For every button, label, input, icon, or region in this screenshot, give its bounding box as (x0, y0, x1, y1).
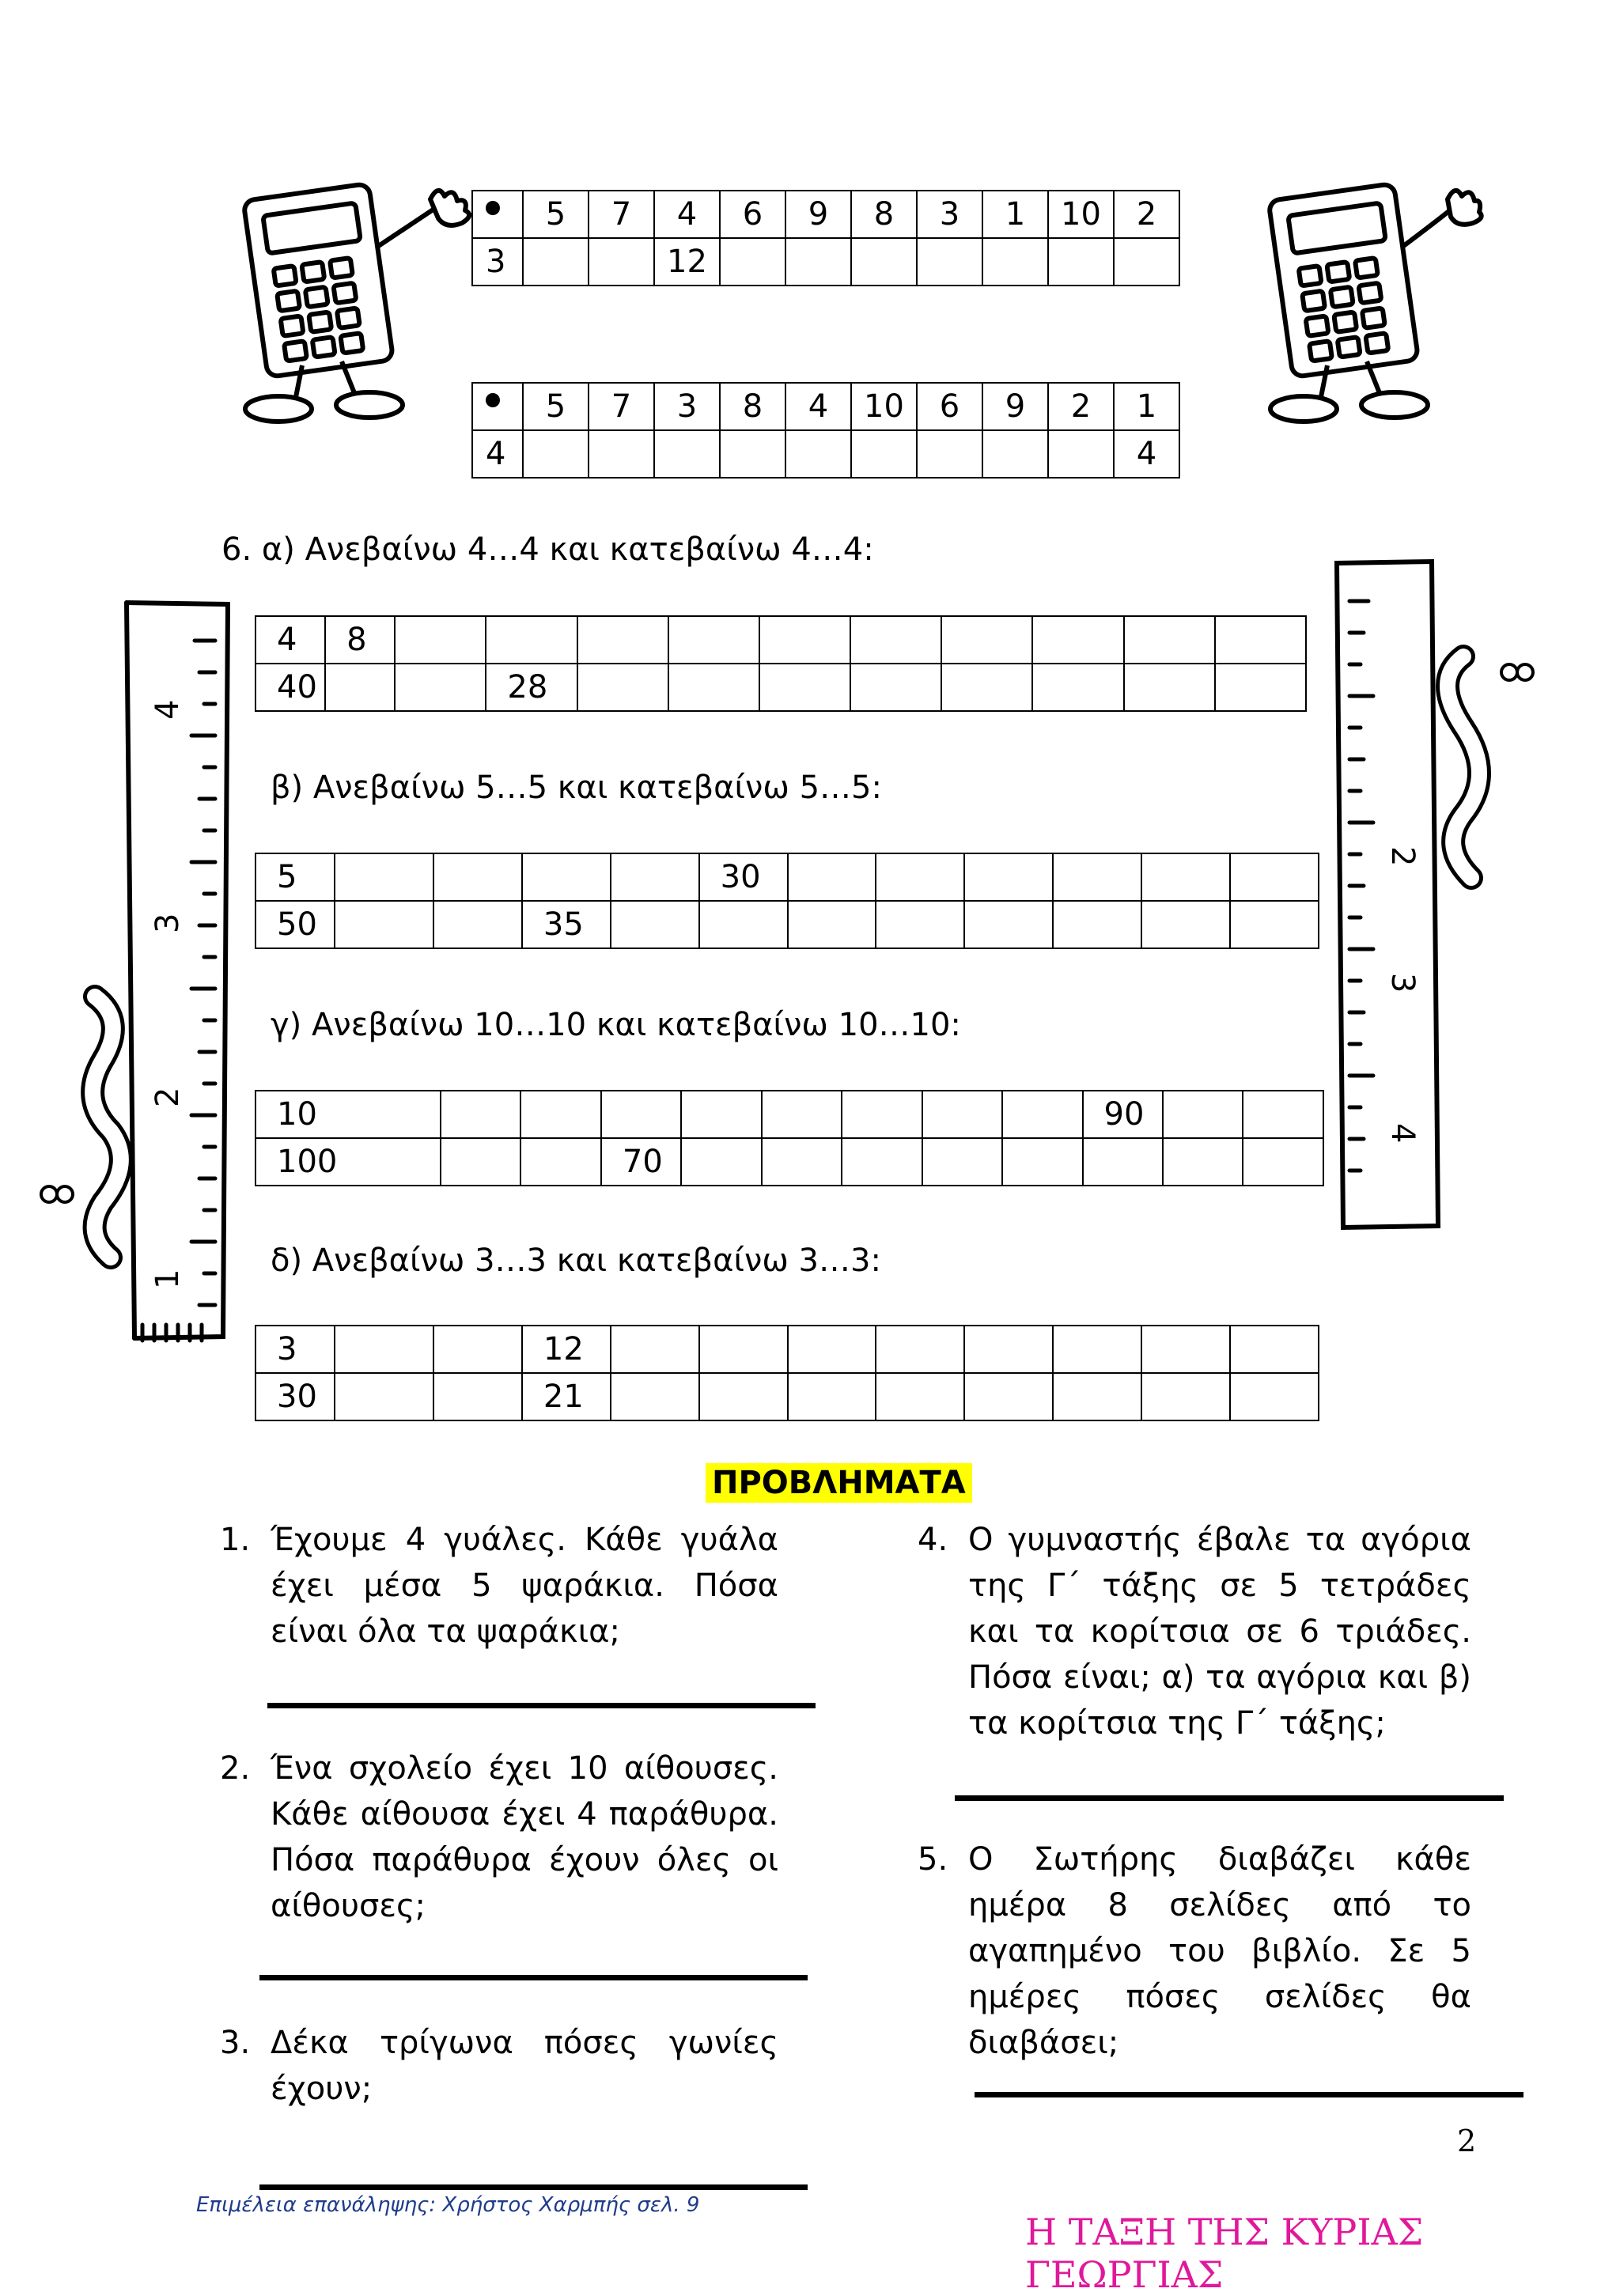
answer-cell[interactable] (842, 1091, 922, 1138)
table-cell: 7 (589, 191, 654, 238)
table-cell: 50 (255, 901, 335, 948)
sequence-table-4 (255, 615, 1307, 712)
answer-cell[interactable] (964, 1373, 1053, 1420)
exercise-6b-title: β) Ανεβαίνω 5…5 και κατεβαίνω 5…5: (271, 770, 882, 806)
answer-cell[interactable] (1215, 664, 1306, 711)
answer-cell[interactable] (325, 664, 395, 711)
table-header-row (472, 191, 1179, 238)
footer-class-name: Η ΤΑΞΗ ΤΗΣ ΚΥΡΙΑΣ ΓΕΩΡΓΙΑΣ (1025, 2211, 1424, 2296)
multiplication-table-4 (471, 382, 1180, 478)
calculator-character-icon (223, 176, 484, 429)
answer-cell[interactable] (1124, 664, 1215, 711)
problem-5 (918, 1836, 1471, 2066)
table-cell: 5 (255, 853, 335, 901)
table-row (472, 430, 1179, 478)
table-cell: 6 (917, 383, 982, 430)
exercise-6a-title: 6. α) Ανεβαίνω 4…4 και κατεβαίνω 4…4: (221, 531, 874, 568)
table-cell: 8 (720, 383, 785, 430)
svg-text:2: 2 (150, 1087, 186, 1107)
answer-cell[interactable] (433, 1373, 522, 1420)
answer-cell[interactable] (1083, 1138, 1163, 1186)
answer-cell[interactable] (589, 430, 654, 478)
problem-number: 3. (220, 2025, 251, 2061)
multiplication-table-3 (471, 190, 1180, 286)
answer-cell[interactable] (1002, 1091, 1082, 1138)
problem-number: 2. (220, 1750, 251, 1787)
answer-cell[interactable] (520, 1091, 600, 1138)
table-cell: 12 (522, 1326, 611, 1373)
answer-cell[interactable] (720, 430, 785, 478)
answer-cell[interactable] (433, 853, 522, 901)
answer-cell[interactable] (762, 1138, 842, 1186)
table-cell: 7 (589, 383, 654, 430)
answer-cell[interactable] (1141, 853, 1230, 901)
answer-cell[interactable] (1124, 616, 1215, 664)
table-cell: 5 (523, 383, 589, 430)
answer-line[interactable] (259, 2184, 808, 2190)
answer-cell[interactable] (876, 853, 964, 901)
problem-number: 4. (918, 1522, 948, 1558)
answer-line[interactable] (975, 2092, 1523, 2097)
answer-cell[interactable] (876, 901, 964, 948)
ruler-with-worm-icon (16, 585, 237, 1368)
answer-cell[interactable] (699, 901, 788, 948)
answer-cell[interactable] (699, 1373, 788, 1420)
table-row (255, 664, 1306, 711)
answer-cell[interactable] (1230, 1373, 1319, 1420)
table-row (255, 1138, 1323, 1186)
answer-cell[interactable] (759, 616, 850, 664)
problem-text: Ένα σχολείο έχει 10 αίθουσες. Κάθε αίθουσα έχει 4 παράθυρα. Πόσα παράθυρα έχουν όλες οι αίθουσες; (271, 1750, 778, 1924)
answer-cell[interactable] (964, 1326, 1053, 1373)
answer-cell[interactable] (668, 664, 759, 711)
table-cell: 3 (654, 383, 720, 430)
answer-cell[interactable] (785, 238, 851, 286)
table-cell: 28 (486, 664, 577, 711)
table-cell: 1 (1114, 383, 1179, 430)
answer-cell[interactable] (941, 616, 1032, 664)
table-cell: 4 (255, 616, 325, 664)
table-cell: 2 (1048, 383, 1114, 430)
table-cell: 6 (720, 191, 785, 238)
table-cell: 40 (255, 664, 325, 711)
answer-cell[interactable] (1002, 1138, 1082, 1186)
row-label: 4 (472, 430, 523, 478)
table-cell: 9 (982, 383, 1048, 430)
answer-cell[interactable] (523, 238, 589, 286)
table-cell: 3 (255, 1326, 335, 1373)
table-cell: 8 (851, 191, 917, 238)
answer-cell[interactable] (785, 430, 851, 478)
problem-2 (220, 1746, 778, 1929)
answer-cell[interactable] (982, 238, 1048, 286)
svg-text:1: 1 (150, 1269, 186, 1289)
problem-text: Δέκα τρίγωνα πόσες γωνίες έχουν; (271, 2025, 778, 2107)
answer-cell[interactable] (486, 616, 577, 664)
answer-cell[interactable] (788, 901, 876, 948)
answer-cell[interactable] (611, 1326, 699, 1373)
answer-cell[interactable] (589, 238, 654, 286)
calculator-character-icon (1224, 176, 1486, 429)
answer-cell[interactable] (522, 853, 611, 901)
table-row (472, 238, 1179, 286)
answer-cell[interactable] (577, 616, 668, 664)
table-cell: 4 (785, 383, 851, 430)
answer-cell[interactable] (1032, 664, 1123, 711)
answer-cell[interactable] (335, 853, 433, 901)
exercise-6d-title: δ) Ανεβαίνω 3…3 και κατεβαίνω 3…3: (271, 1243, 881, 1279)
table-cell: 9 (785, 191, 851, 238)
sequence-table-10 (255, 1090, 1324, 1186)
table-cell: 70 (601, 1138, 681, 1186)
table-cell: 30 (699, 853, 788, 901)
svg-text:2: 2 (1384, 846, 1421, 867)
svg-text:4: 4 (150, 699, 186, 720)
problem-number: 5. (918, 1841, 948, 1878)
dot-icon (486, 393, 500, 407)
answer-cell[interactable] (433, 901, 522, 948)
answer-cell[interactable] (699, 1326, 788, 1373)
dot-icon (486, 201, 500, 215)
answer-cell[interactable] (720, 238, 785, 286)
answer-cell[interactable] (1141, 1373, 1230, 1420)
ruler-with-worm-icon (1329, 554, 1558, 1265)
table-cell: 21 (522, 1373, 611, 1420)
answer-cell[interactable] (433, 1326, 522, 1373)
answer-cell[interactable] (1243, 1138, 1323, 1186)
problem-4 (918, 1517, 1471, 1746)
answer-cell[interactable] (759, 664, 850, 711)
answer-cell[interactable] (917, 238, 982, 286)
table-cell: 5 (523, 191, 589, 238)
table-cell: 8 (325, 616, 395, 664)
table-cell: 4 (654, 191, 720, 238)
answer-cell[interactable] (1230, 853, 1319, 901)
table-row (255, 1326, 1319, 1373)
answer-cell[interactable] (917, 430, 982, 478)
answer-cell[interactable] (850, 616, 941, 664)
problem-number: 1. (220, 1522, 251, 1558)
problem-text: Ο Σωτήρης διαβάζει κάθε ημέρα 8 σελίδες από το αγαπημένο του βιβλίο. Σε 5 ημέρες πόσες σελίδες θα διαβάσει; (968, 1841, 1471, 2061)
answer-cell[interactable] (1053, 1326, 1141, 1373)
answer-cell[interactable] (1048, 430, 1114, 478)
problems-heading: ΠΡΟΒΛΗΜΑΤΑ (706, 1463, 972, 1503)
answer-cell[interactable] (851, 238, 917, 286)
sequence-table-3 (255, 1325, 1319, 1421)
sequence-table-5 (255, 853, 1319, 949)
table-cell: 2 (1114, 191, 1179, 238)
answer-cell[interactable] (441, 1091, 520, 1138)
table-cell: 10 (851, 383, 917, 430)
table-cell: 90 (1083, 1091, 1163, 1138)
answer-cell[interactable] (681, 1138, 761, 1186)
table-cell: 10 (1048, 191, 1114, 238)
answer-cell[interactable] (922, 1138, 1002, 1186)
answer-cell[interactable] (850, 664, 941, 711)
answer-cell[interactable]: 4 (1114, 430, 1179, 478)
answer-cell[interactable] (611, 1373, 699, 1420)
answer-cell[interactable] (577, 664, 668, 711)
answer-cell[interactable] (1243, 1091, 1323, 1138)
answer-line[interactable] (955, 1795, 1504, 1801)
answer-cell[interactable] (1230, 901, 1319, 948)
table-row (255, 901, 1319, 948)
problem-1 (220, 1517, 778, 1655)
answer-cell[interactable] (1230, 1326, 1319, 1373)
problem-text: Έχουμε 4 γυάλες. Κάθε γυάλα έχει μέσα 5 ψαράκια. Πόσα είναι όλα τα ψαράκια; (271, 1522, 778, 1650)
table-cell: 30 (255, 1373, 335, 1420)
answer-cell[interactable] (1141, 1326, 1230, 1373)
answer-cell[interactable] (335, 1373, 433, 1420)
answer-cell[interactable] (788, 853, 876, 901)
table-cell: 10 (255, 1091, 441, 1138)
multiply-symbol (472, 383, 523, 430)
answer-cell[interactable] (1053, 901, 1141, 948)
table-cell: 3 (917, 191, 982, 238)
table-cell: 100 (255, 1138, 441, 1186)
answer-cell[interactable] (395, 616, 486, 664)
answer-cell[interactable] (1163, 1138, 1243, 1186)
table-cell: 35 (522, 901, 611, 948)
row-label: 3 (472, 238, 523, 286)
problem-3 (220, 2020, 778, 2112)
answer-line[interactable] (267, 1703, 816, 1708)
answer-cell[interactable] (876, 1326, 964, 1373)
exercise-6c-title: γ) Ανεβαίνω 10…10 και κατεβαίνω 10…10: (271, 1007, 961, 1043)
answer-cell[interactable] (982, 430, 1048, 478)
table-row (255, 616, 1306, 664)
answer-cell[interactable] (1053, 1373, 1141, 1420)
answer-cell[interactable] (1053, 853, 1141, 901)
table-row (255, 853, 1319, 901)
answer-cell[interactable] (1032, 616, 1123, 664)
footer-credit: Επιμέλεια επανάληψης: Χρήστος Χαρμπής σελ. 9 (196, 2193, 700, 2217)
answer-cell[interactable] (941, 664, 1032, 711)
table-cell: 1 (982, 191, 1048, 238)
answer-cell[interactable] (335, 1326, 433, 1373)
answer-cell[interactable] (788, 1326, 876, 1373)
answer-cell[interactable] (788, 1373, 876, 1420)
svg-text:4: 4 (1384, 1123, 1421, 1144)
answer-cell[interactable] (1163, 1091, 1243, 1138)
answer-cell[interactable] (876, 1373, 964, 1420)
answer-cell[interactable] (1114, 238, 1179, 286)
answer-cell[interactable]: 12 (654, 238, 720, 286)
answer-line[interactable] (259, 1975, 808, 1980)
answer-cell[interactable] (611, 901, 699, 948)
answer-cell[interactable] (1215, 616, 1306, 664)
answer-cell[interactable] (520, 1138, 600, 1186)
problem-text: Ο γυμναστής έβαλε τα αγόρια της Γ΄ τάξης σε 5 τετράδες και τα κορίτσια σε 6 τριάδες. Πόσα είναι; α) τα αγόρια και β) τα κορίτσια της Γ΄ τάξης; (968, 1522, 1471, 1742)
answer-cell[interactable] (668, 616, 759, 664)
table-row (255, 1373, 1319, 1420)
answer-cell[interactable] (1141, 901, 1230, 948)
answer-cell[interactable] (842, 1138, 922, 1186)
page-number: 2 (1457, 2124, 1477, 2158)
table-header-row (472, 383, 1179, 430)
answer-cell[interactable] (335, 901, 433, 948)
answer-cell[interactable] (601, 1091, 681, 1138)
answer-cell[interactable] (395, 664, 486, 711)
answer-cell[interactable] (964, 901, 1053, 948)
answer-cell[interactable] (611, 853, 699, 901)
answer-cell[interactable] (441, 1138, 520, 1186)
svg-text:3: 3 (150, 913, 186, 933)
answer-cell[interactable] (762, 1091, 842, 1138)
answer-cell[interactable] (654, 430, 720, 478)
answer-cell[interactable] (1048, 238, 1114, 286)
svg-text:3: 3 (1384, 973, 1421, 993)
answer-cell[interactable] (922, 1091, 1002, 1138)
answer-cell[interactable] (851, 430, 917, 478)
answer-cell[interactable] (964, 853, 1053, 901)
answer-cell[interactable] (681, 1091, 761, 1138)
table-row (255, 1091, 1323, 1138)
multiply-symbol (472, 191, 523, 238)
answer-cell[interactable] (523, 430, 589, 478)
